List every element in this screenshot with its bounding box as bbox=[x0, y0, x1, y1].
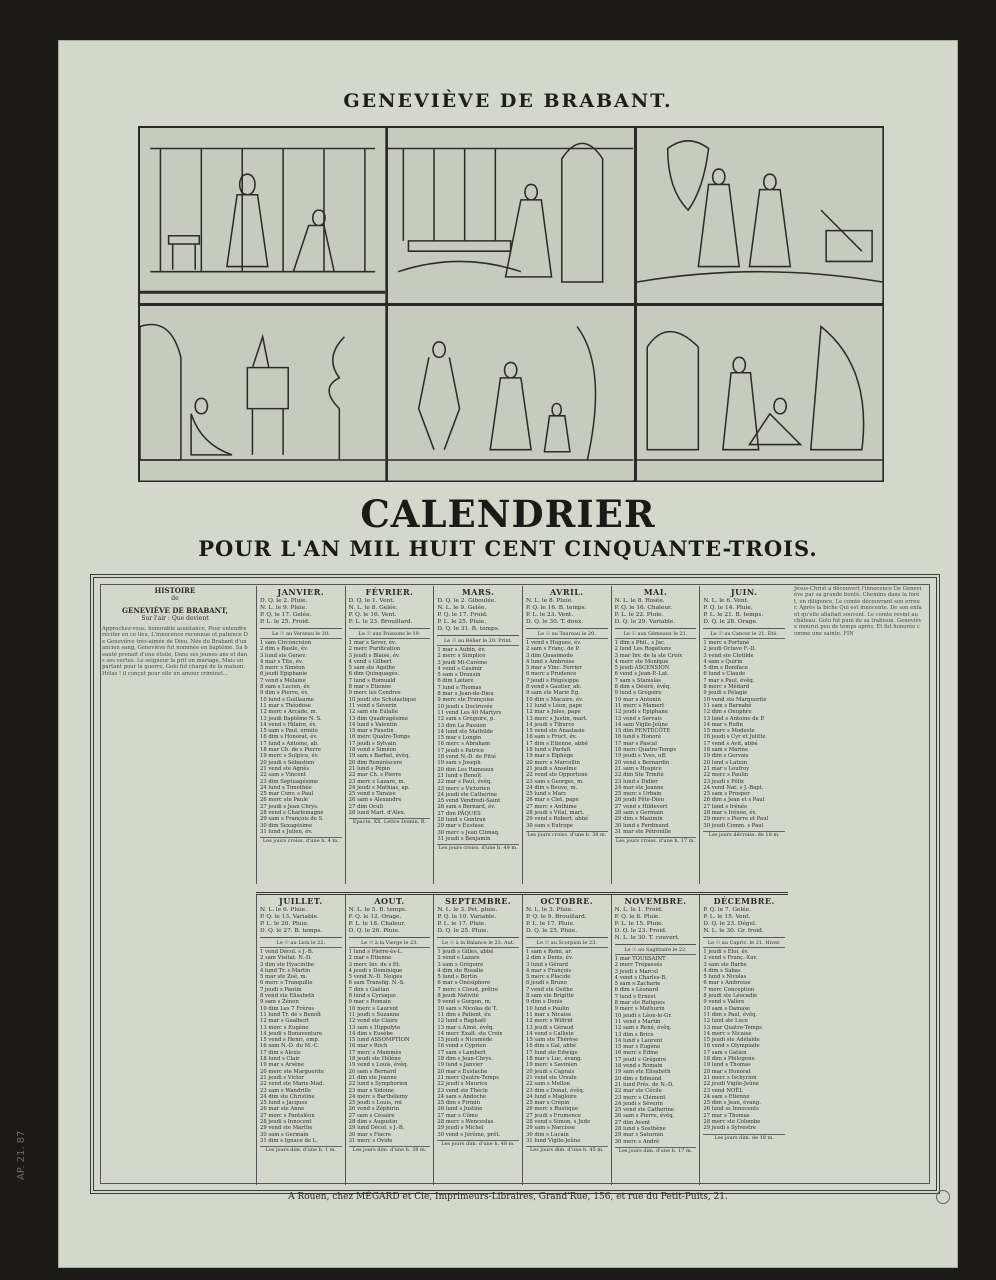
woodcut-5 bbox=[388, 306, 633, 481]
moon-phase: P. L. le 15. Vent. bbox=[703, 914, 751, 920]
calendar-frame bbox=[90, 574, 940, 1194]
imprint-line: A Rouen, chez MÉGARD et Cie, Imprimeurs-Libraires, Grand'Rue, 156, et rue du Petit-Puits, 21. bbox=[288, 1192, 728, 1202]
month-footer: Les jours croiss. d'une h. 4 m. bbox=[260, 837, 342, 845]
moon-phase: N. L. le 9. Gelée. bbox=[437, 605, 487, 611]
history-heading: HISTOIRE bbox=[154, 586, 196, 595]
moon-phases bbox=[526, 598, 608, 629]
month-column bbox=[256, 586, 345, 884]
moon-phase: D. Q. le 25. Pluie. bbox=[525, 928, 578, 934]
month-footer: Les jours dim. d'une h. 17 m. bbox=[615, 1147, 697, 1155]
month-column bbox=[611, 586, 700, 884]
month-footer: Les jours décroiss. de 18 m. bbox=[703, 831, 785, 839]
woodcut-illustrations bbox=[138, 126, 884, 482]
sun-sign-line: Le ☉ au Taureau le 20. bbox=[526, 631, 608, 639]
month-footer: Les jours dim. d'une h. 38 m. bbox=[349, 1146, 431, 1154]
moon-phase: P. Q. le 17. Froid. bbox=[437, 612, 488, 618]
month-column bbox=[433, 895, 522, 1185]
moon-phase: D. Q. le 23. Froid. bbox=[614, 928, 667, 934]
month-column bbox=[345, 586, 434, 884]
moon-phase: D. Q. le 1. Vent. bbox=[348, 598, 395, 604]
print-sheet bbox=[58, 40, 958, 1268]
day-list: 1 lund s Pierre-ès-L. 2 mar s Etienne 3 merc Inv. de s Et. 4 jeudi s Dominique 5 vend N.-D. Neiges 6 sam Transfig. N.-S. 7 dim s Gaétan 8 lund s Cyriaque 9 mar s Romain 10 merc s Laurent 11 jeudi s Suzanne 12 vend ste Claire 13 sam s Hippolyte 14 dim s Eusèbe 15 lund ASSOMPTION 16 mar s Roch 17 merc s Mammès 18 jeudi ste Hélène 19 vend s Louis, évêq. 20 sam s Bernard 21 dim ste Jeanne 22 lund s Symphorien 23 mar s Sidoine 24 merc s Barthélemy 25 jeudi s Louis, roi 26 vend s Zéphirin 27 sam s Césaire 28 dim s Augustin 29 lund Décol. s J.-B. 30 mar s Fiacre 31 merc s Ovide bbox=[348, 949, 410, 1144]
moon-phase: P. L. le 23. Brouillard. bbox=[348, 619, 413, 625]
moon-phase: P. L. le 25. Pluie. bbox=[437, 619, 487, 625]
moon-phases bbox=[437, 907, 519, 938]
moon-phase: P. Q. le 13. Variable. bbox=[260, 914, 319, 920]
month-column bbox=[699, 895, 788, 1185]
moon-phase: N. L. le 8. Gelée. bbox=[348, 605, 398, 611]
moon-phases bbox=[615, 907, 697, 945]
moon-phase: P. L. le 25. Froid. bbox=[260, 619, 310, 625]
moon-phase: P. L. le 17. Pluie. bbox=[525, 921, 575, 927]
history-sub-1: de bbox=[171, 595, 179, 602]
moon-phases bbox=[437, 598, 519, 636]
moon-phase: N. L. le 5. B. temps. bbox=[348, 907, 407, 913]
sun-sign-line: Le ☉ au Bélier le 20. Print. bbox=[437, 638, 519, 646]
moon-phase: D. Q. le 27. B. temps. bbox=[260, 928, 323, 934]
sun-sign-line: Le ☉ à la Vierge le 23. bbox=[349, 940, 431, 948]
moon-phase: P. Q. le 7. Gelée. bbox=[703, 907, 752, 913]
history-sub-2: GENEVIÈVE DE BRABANT, bbox=[122, 606, 228, 615]
moon-phase: D. Q. le 23. Dégel. bbox=[703, 921, 757, 927]
moon-phase: D. Q. le 29. Variable. bbox=[614, 619, 676, 625]
day-list: 1 mar s Aubin, év. 2 merc s Simplice 3 jeudi Mi-Carême 4 vend s Casimir 5 sam s Drausin 6 dim Lætare 7 lund s Thomas 8 mar s Jean-de-Dieu 9 merc ste Françoise 10 jeudi s Doctrovée 11 vend Les 40 Martyrs 12 sam s Grégoire, p. 13 dim La Passion 14 lund ste Mathilde 15 mar s Longin 16 merc s Abraham 17 jeudi s Patrice 18 vend N.-D. de Pitié 19 sam s Joseph 20 dim Les Rameaux 21 lund s Benoît 22 mar s Paul, évêq. 23 merc s Victorien 24 jeudi ste Catherine 25 vend Vendredi-Saint 26 sam s Bernard, év. 27 dim PÂQUES 28 lund s Gontran 29 mar s Eustase 30 merc s Jean Climaq. 31 jeudi s Benjamin bbox=[437, 647, 502, 842]
month-name: DÉCEMBRE. bbox=[713, 896, 775, 906]
day-list: 1 mar s Sever, év. 2 merc Purification 3 jeudi s Blaise, év. 4 vend s Gilbert 5 sam ste Agathe 6 dim Quinquagés. 7 lund s Romuald 8 mar s Etienne 9 merc les Cendres 10 jeudi ste Scholastique 11 vend s Séverin 12 sam ste Eulalie 13 dim Quadragésime 14 lund s Valentin 15 mar s Faustin 16 merc Quatre-Temps 17 jeudi s Sylvain 18 vend s Siméon 19 sam s Barbat, évêq. 20 dim Reminiscere 21 lund s Pépin 22 mar Ch. s Pierre 23 merc s Lazare, m. 24 jeudi s Mathias, ap. 25 vend s Taraise 26 sam s Alexandre 27 dim Oculi 28 lund Mart. d'Alex. bbox=[348, 640, 417, 817]
woodcut-6 bbox=[637, 306, 882, 481]
page-title: GENEVIÈVE DE BRABANT. bbox=[343, 90, 673, 112]
moon-phase: P. Q. le 16. B. temps. bbox=[525, 605, 587, 611]
history-column bbox=[102, 586, 248, 1182]
moon-phase: P. Q. le 16. Chaleur. bbox=[614, 605, 673, 611]
day-list: 1 mar TOUSSAINT 2 merc Trépassés 3 jeudi s Marcel 4 vend s Charles-B. 5 sam s Zacharie 6 dim s Léonard 7 lund s Ernest 8 mar ste Reliques 9 merc s Mathurin 10 jeudi s Léon-le-Gr. 11 vend s Martin 12 sam s René, évêq. 13 dim s Brice 14 lund s Laurent 15 mar s Eugène 16 merc s Edme 17 jeudi s Grégoire 18 vend s Romain 19 sam ste Elisabeth 20 dim s Edmond 21 lund Prés. de N.-D. 22 mar ste Cécile 23 merc s Clément 24 jeudi s Séverin 25 vend ste Catherine 26 sam s Pierre, évêq. 27 dim Avent 28 lund s Sosthène 29 mar s Saturnin 30 merc s André bbox=[614, 956, 675, 1145]
month-column bbox=[345, 895, 434, 1185]
month-footer: Les jours dim. d'une h. 48 m. bbox=[437, 1140, 519, 1148]
month-name: JANVIER. bbox=[277, 587, 325, 597]
month-column bbox=[611, 895, 700, 1185]
moon-phases bbox=[260, 598, 342, 629]
moon-phase: D. Q. le 28. Orage. bbox=[703, 619, 758, 625]
month-footer: Les jours dim. d'une h. 1 m. bbox=[260, 1146, 342, 1154]
moon-phases bbox=[703, 598, 785, 629]
moon-phase: N. L. le 9. Pluie. bbox=[260, 605, 308, 611]
history-sub-3: Sur l'air : Que devient bbox=[141, 615, 209, 622]
month-footer: Les jours dim. d'une h. 45 m. bbox=[526, 1146, 608, 1154]
sun-sign-line: Le ☉ au Capric. le 21. Hiver. bbox=[703, 940, 785, 948]
calendar-title: CALENDRIER bbox=[360, 492, 656, 536]
moon-phase: P. L. le 21. B. temps. bbox=[703, 612, 764, 618]
month-name: MAI. bbox=[643, 587, 668, 597]
moon-phase: N. L. le 8. Rosée. bbox=[614, 598, 665, 604]
moon-phase: P. Q. le 16. Vent. bbox=[348, 612, 397, 618]
moon-phases bbox=[260, 907, 342, 938]
woodcut-1 bbox=[140, 128, 385, 303]
month-name: JUIN. bbox=[730, 587, 758, 597]
sun-sign-line: Le ☉ à la Balance le 23. Aut. bbox=[437, 940, 519, 948]
month-footer: Les jours dim. de 18 m. bbox=[703, 1134, 785, 1142]
month-column bbox=[699, 586, 788, 884]
month-footer: Les jours croiss. d'une h. 49 m. bbox=[438, 845, 518, 852]
moon-phase: N. L. le 8. Pluie. bbox=[525, 598, 574, 604]
moon-phase: P. L. le 23. Vent. bbox=[525, 612, 574, 618]
month-name: AOUT. bbox=[374, 896, 405, 906]
day-list: 1 sam s Remi, ar. 2 dim s Denis, év. 3 lund s Gérard 4 mar s François 5 merc s Placide 6 jeudi s Bruno 7 vend ste Osithe 8 sam ste Brigitte 9 dim s Denis 10 lund s Paulin 11 mar s Nicaise 12 merc s Wilfrid 13 jeudi s Géraud 14 vend s Calliste 15 sam ste Thérèse 16 dim s Gal, abbé 17 lund ste Edwige 18 mar s Luc, évang. 19 merc s Savinien 20 jeudi s Caprais 21 vend ste Ursule 22 sam s Mellon 23 dim s Donat, évêq. 24 lund s Magloire 25 mar s Crépin 26 merc s Rustique 27 jeudi s Frumence 28 vend s Simon, s Jude 29 sam s Narcisse 30 dim s Lucain 31 lund Vigile-Jeûne bbox=[525, 949, 591, 1144]
moon-phase: P. L. le 20. Pluie. bbox=[260, 921, 309, 927]
month-column bbox=[522, 895, 611, 1185]
moon-phase: D. Q. le 30. T. doux. bbox=[525, 619, 584, 625]
month-footer: Les jours croiss. d'une h. 38 m. bbox=[527, 831, 607, 838]
month-name: JUILLET. bbox=[279, 896, 323, 906]
day-list: 1 vend s Hugues, év. 2 sam s Franç. de P. 3 dim Quasimodo 4 lund s Ambroise 5 mar s Vinc. Ferrier 6 merc s Prudence 7 jeudi s Hégésippe 8 vend s Gautier, ab. 9 sam ste Marie Ég. 10 dim s Macaire, év. 11 lund s Léon, pape 12 mar s Jules, pape 13 merc s Justin, mart. 14 jeudi s Tiburce 15 vend ste Anastasie 16 sam s Fruct, év. 17 dim s Etienne, abbé 18 lund s Parfait 19 mar s Elphège 20 merc s Marcellin 21 jeudi s Anselme 22 vend ste Opportune 23 sam s Georges, m. 24 dim s Beuve, m. 25 lund s Marc 26 mar s Clet, pape 27 merc s Anthime 28 jeudi s Vital, mart. 29 vend s Robert, abbé 30 sam s Eutrope bbox=[525, 640, 589, 829]
sun-sign-line: Le ☉ aux Gémeaux le 21. bbox=[615, 631, 697, 639]
month-name: MARS. bbox=[461, 587, 495, 597]
moon-phase: P. Q. le 10. Variable. bbox=[437, 914, 497, 920]
moon-phase: P. Q. le 17. Gelée. bbox=[260, 612, 312, 618]
moon-phase: P. L. le 17. Pluie. bbox=[437, 921, 487, 927]
history-continued-text: Jésus-Christ a découvert l'innocence De Geneviève par sa grande bonté. Chemins dans la forêt, en diligence, Le comte découvrant son erreur. Après la biche Qui est innocente. De son enfant qu'elle allaitait souvent. Le comte revint au château. Golo fut puni de sa trahison. Geneviève mourut peu de temps après, Et fut honorée comme une sainte. FIN bbox=[794, 586, 922, 637]
moon-phases bbox=[526, 907, 608, 938]
moon-phase: P. Q. le 9. Brouillard. bbox=[525, 914, 587, 920]
moon-phase: P. Q. le 8. Pluie. bbox=[614, 914, 661, 920]
moon-phase: P. L. le 18. Chaleur. bbox=[348, 921, 406, 927]
month-name: FÉVRIER. bbox=[365, 587, 414, 597]
archive-stamp: AP. 21. 87 bbox=[16, 1130, 27, 1180]
month-name: AVRIL. bbox=[550, 587, 584, 597]
moon-phase: D. Q. le 31. B. temps. bbox=[437, 626, 500, 632]
moon-phase: P. L. le 15. Pluie. bbox=[614, 921, 664, 927]
woodcut-3 bbox=[637, 128, 882, 303]
moon-phases bbox=[703, 907, 785, 938]
sun-sign-line: Le ☉ au Scorpion le 23. bbox=[526, 940, 608, 948]
day-list: 1 sam Circoncision 2 dim s Basile, év. 3 lund ste Genev. 4 mar s Tite, év. 5 merc s Siméon 6 jeudi Epiphanie 7 vend s Mélaine 8 sam s Lucien, év. 9 dim s Pierre, év. 10 lund s Guillaume 11 mar s Théodose 12 merc s Arcade, m. 13 jeudi Baptême N. S. 14 vend s Hilaire, év. 15 sam s Paul, ermite 16 dim s Honorat, év. 17 lund s Antoine, ab. 18 mar Ch. de s Pierre 19 merc s Sulpice, év. 20 jeudi s Sébastien 21 vend ste Agnès 22 sam s Vincent 23 dim Septuagésime 24 lund s Timothée 25 mar Conv. s Paul 26 merc ste Paule 27 jeudi s Jean Chrys. 28 vend s Charlemagne 29 sam s François de S. 30 dim Sexagésime 31 lund s Julien, év. bbox=[260, 640, 324, 835]
woodcut-2 bbox=[388, 128, 633, 303]
month-column bbox=[256, 895, 345, 1185]
month-grid bbox=[256, 586, 788, 1182]
month-column bbox=[433, 586, 522, 884]
month-footer: Epacte. XX. Lettre Domin. B. bbox=[349, 818, 431, 826]
moon-phase: D. Q. le 25. Pluie. bbox=[437, 928, 489, 934]
moon-phases bbox=[349, 598, 431, 629]
moon-phases bbox=[349, 907, 431, 938]
sun-sign-line: Le ☉ au Sagittaire le 22. bbox=[615, 947, 697, 955]
month-column bbox=[522, 586, 611, 884]
day-list: 1 vend Décol. s J.-B. 2 sam Visitat. N.-D. 3 dim ste Hyacinthe 4 lund Tr. s Martin 5 mar ste Zoé, m. 6 merc s Tranquille 7 jeudi s Pantin 8 vend ste Elisabeth 9 sam s Zénon 10 dim Les 7 Frères 11 lund Tr. de s Benoît 12 mar s Gualbert 13 merc s Eugène 14 jeudi s Bonaventure 15 vend s Henri, emp. 16 sam N.-D. du M.-C. 17 dim s Alexis 18 lund s Clair 19 mar s Arsène 20 merc ste Marguerite 21 jeudi s Victor 22 vend ste Marie-Mad. 23 sam s Wandrille 24 dim ste Christine 25 lund s Jacques 26 mar ste Anne 27 merc s Pantaléon 28 jeudi s Innocent 29 vend ste Marthe 30 sam s Germain 31 dim s Ignace de L. bbox=[260, 949, 325, 1144]
day-list: 1 dim s Phil., s Jac. 2 lund Les Rogations 3 mar Inv. de la ste Croix 4 merc ste Monique 5 jeudi ASCENSION 6 vend s Jean-P.-Lat. 7 sam s Stanislas 8 dim s Désiré, évêq. 9 lund s Grégoire 10 mar s Antonin 11 merc s Mamert 12 jeudi s Epiphane 13 vend s Servais 14 sam Vigile-Jeûne 15 dim PENTECÔTE 16 lund s Honoré 17 mar s Pascal 18 merc Quatre-Temps 19 jeudi s Yves, off. 20 vend s Bernardin 21 sam s Hospice 22 dim Ste Trinité 23 lund s Didier 24 mar ste Jeanne 25 merc s Urbain 26 jeudi Fête-Dieu 27 vend s Hildevert 28 sam s Germain 29 dim s Maximin 30 lund s Ferdinand 31 mar ste Pétronille bbox=[614, 640, 683, 835]
calendar-subtitle: POUR L'AN MIL HUIT CENT CINQUANTE-TROIS. bbox=[198, 536, 818, 561]
history-continued-column bbox=[794, 586, 922, 1182]
woodcut-4 bbox=[140, 306, 385, 481]
moon-phase: N. L. le 6. Vent. bbox=[703, 598, 749, 604]
day-list: 1 jeudi s Eloi, év. 2 vend s Franç.-Xav. 3 sam ste Barbe 4 dim s Sabas 5 lund s Nicolas 6 mar s Ambroise 7 merc Conception 8 jeudi ste Léocadie 9 vend s Valère 10 sam s Damase 11 dim s Paul, évêq. 12 lund ste Luce 13 mar Quatre-Temps 14 merc s Nicaise 15 jeudi ste Adélaïde 16 vend s Olympiade 17 sam s Gatien 18 dim s Philogone 19 lund s Thomas 20 mar s Honorat 21 merc s Ischyrion 22 jeudi Vigile-Jeûne 23 vend NOËL 24 sam s Etienne 25 dim s Jean, évang. 26 lund ss Innocents 27 mar s Thomas 28 merc ste Colombe 29 jeudi s Sylvestre bbox=[703, 949, 762, 1132]
moon-phase: P. L. le 22. Pluie. bbox=[614, 612, 664, 618]
month-name: OCTOBRE. bbox=[540, 896, 594, 906]
month-name: NOVEMBRE. bbox=[624, 896, 687, 906]
moon-phase: N. L. le 30. Gr. froid. bbox=[703, 928, 764, 934]
moon-phase: P. Q. le 12. Orage. bbox=[348, 914, 402, 920]
sun-sign-line: Le ☉ aux Poissons le 19. bbox=[349, 631, 431, 639]
moon-phase: N. L. le 3. Pluie. bbox=[525, 907, 574, 913]
month-footer: Les jours croiss. d'une h. 17 m. bbox=[615, 838, 696, 845]
moon-phase: D. Q. le 2. Pluie. bbox=[260, 598, 308, 604]
corner-mark bbox=[936, 1190, 950, 1204]
moon-phase: P. Q. le 14. Pluie. bbox=[703, 605, 753, 611]
months-first-half bbox=[256, 586, 788, 884]
moon-phase: N. L. le 30. T. couvert. bbox=[614, 935, 680, 941]
moon-phase: D. Q. le 26. Pluie. bbox=[348, 928, 400, 934]
sun-sign-line: Le ☉ au Cancer le 21. Été. bbox=[703, 631, 785, 639]
moon-phase: N. L. le 6. Pluie. bbox=[260, 907, 308, 913]
moon-phase: D. Q. le 2. Giboulée. bbox=[437, 598, 497, 604]
day-list: 1 jeudi s Gilles, abbé 2 vend s Lazare 3 sam s Grégoire 4 dim ste Rosalie 5 lund s Bertin 6 mar s Onésiphore 7 merc s Cloud, prêtre 8 jeudi Nativité 9 vend s Gorgon, m. 10 sam s Nicolas de T. 11 dim s Patient, év. 12 lund s Raphaël 13 mar s Aimé, évêq. 14 merc Exalt. ste Croix 15 jeudi s Nicomède 16 vend s Cyprien 17 sam s Lambert 18 dim s Jean-Chrys. 19 lund s Janvier 20 mar s Eustache 21 merc Quatre-Temps 22 jeudi s Maurice 23 vend ste Thècle 24 sam s Andoche 25 dim s Firmin 26 lund s Justine 27 mar s Côme 28 merc s Wenceslas 29 jeudi s Michel 30 vend s Jérôme, prêt. bbox=[437, 949, 503, 1138]
history-text: Approchez-vous, honorable assistance, Pour entendre réciter en ce lieu, L'innocence reconnue et patience De Geneviève très-aimée de Dieu. Née du Brabant d'un ancien sang, Geneviève fut nommée en baptême. Sa beauté prenait d'une étoile, Dans ses jeunes ans et dans ses vertus. Le seigneur la prit en mariage, Mais en partant pour la guerre, Golo fut chargé de la maison. Hélas ! il conçut pour elle un amour criminel... bbox=[102, 626, 249, 677]
sun-sign-line: Le ☉ au Lion le 22. bbox=[260, 940, 342, 948]
month-name: SEPTEMBRE. bbox=[445, 896, 512, 906]
months-second-half bbox=[256, 892, 788, 1185]
sun-sign-line: Le ☉ au Verseau le 20. bbox=[260, 631, 342, 639]
moon-phase: N. L. le 3. Pet. pluie. bbox=[437, 907, 498, 913]
moon-phase: N. L. le 1. Froid. bbox=[614, 907, 663, 913]
day-list: 1 merc s Fortuné 2 jeudi Octave F.-D. 3 vend ste Clotilde 4 sam s Quirin 5 dim s Boniface 6 lund s Claude 7 mar s Paul, évêq. 8 merc s Médard 9 jeudi s Pélagie 10 vend ste Marguerite 11 sam s Barnabé 12 dim s Onuphre 13 lund s Antoine de P. 14 mar s Rufin 15 merc s Modeste 16 jeudi s Cyr et Julitte 17 vend s Avit, abbé 18 sam s Marine 19 dim s Gervais 20 lund s Latuin 21 mar s Leufroy 22 merc s Paulin 23 jeudi s Félix 24 vend Nat. s J.-Bapt. 25 sam s Prosper 26 dim s Jean et s Paul 27 lund s Irénée 28 mar s Irénée, év. 29 merc s Pierre et Paul 30 jeudi Comm. s Paul bbox=[703, 640, 769, 829]
moon-phases bbox=[615, 598, 697, 629]
